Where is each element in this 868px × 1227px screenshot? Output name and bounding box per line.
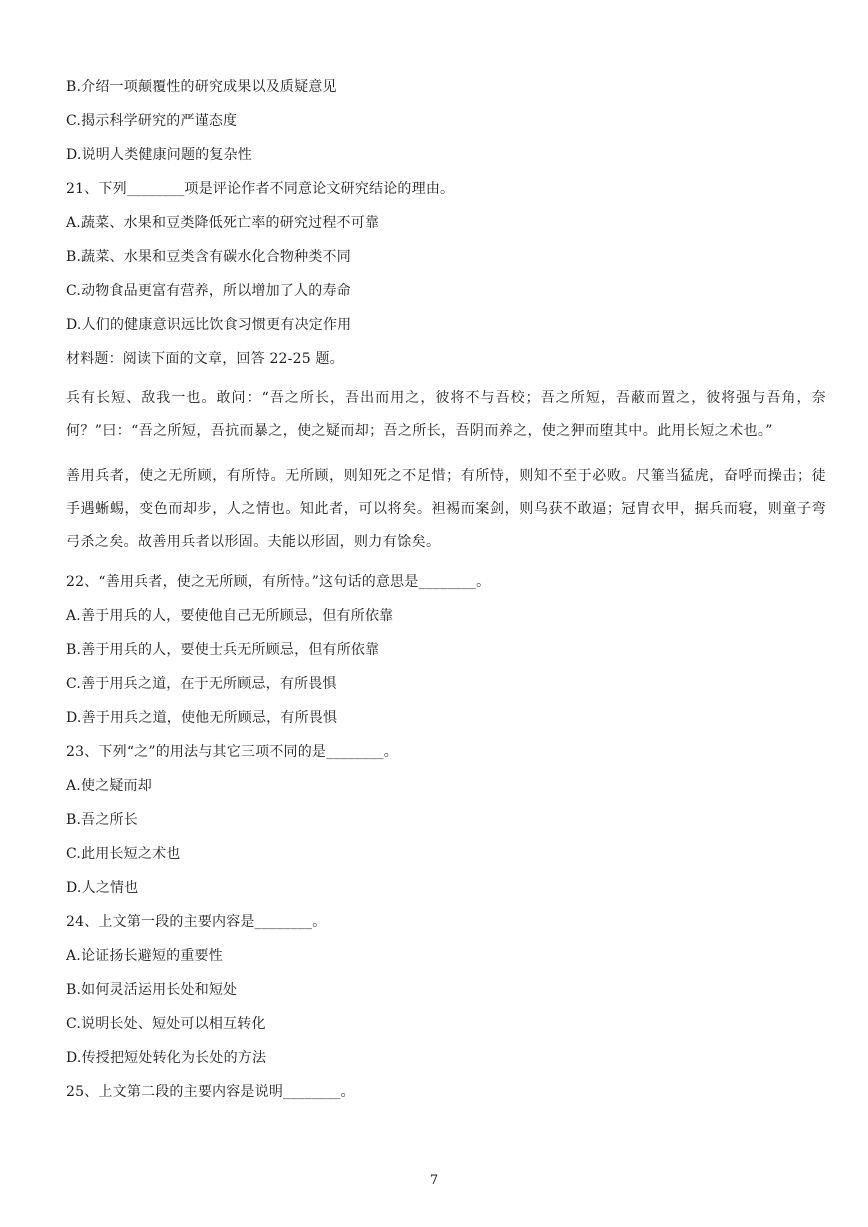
option-line: B.如何灵活运用长处和短处 (66, 982, 238, 998)
option-line: D.传授把短处转化为长处的方法 (66, 1050, 267, 1066)
question-line: 23、下列“之”的用法与其它三项不同的是________。 (66, 744, 398, 760)
passage-paragraph-2: 善用兵者，使之无所顾，有所恃。无所顾，则知死之不足惜；有所恃，则知不至于必败。尺箠当猛虎，奋呼而操击；徒手遇蜥蜴，变色而却步，人之情也。知此者，可以将矣。袒裼而案剑，则乌获不敢逼；冠胄衣甲，据兵而寝，则童子弯弓杀之矣。故善用兵者以形固。夫能以形固，则力有馀矣。 (66, 468, 826, 550)
option-line: B.蔬菜、水果和豆类含有碳水化合物种类不同 (66, 249, 351, 265)
option-line: D.人们的健康意识远比饮食习惯更有决定作用 (66, 317, 352, 333)
option-line: A.论证扬长避短的重要性 (66, 948, 223, 964)
page-number: 7 (429, 1173, 439, 1188)
option-line: C.善于用兵之道，在于无所顾忌，有所畏惧 (66, 676, 337, 692)
option-line: A.蔬菜、水果和豆类降低死亡率的研究过程不可靠 (66, 215, 380, 231)
option-line: A.善于用兵的人，要使他自己无所顾忌，但有所依靠 (66, 608, 394, 624)
option-line: B.介绍一项颠覆性的研究成果以及质疑意见 (66, 79, 337, 95)
question-line: 25、上文第二段的主要内容是说明________。 (66, 1084, 355, 1100)
option-line: D.说明人类健康问题的复杂性 (66, 147, 252, 163)
option-line: D.善于用兵之道，使他无所顾忌，有所畏惧 (66, 710, 338, 726)
option-line: A.使之疑而却 (66, 778, 152, 794)
option-line: B.吾之所长 (66, 812, 138, 828)
passage-paragraph-1: 兵有长短、敌我一也。敢问：“吾之所长，吾出而用之，彼将不与吾校；吾之所短，吾蔽而置之，彼将强与吾角，奈何？”曰：“吾之所短，吾抗而暴之，使之疑而却；吾之所长，吾阴而养之，使之狎而堕其中。此用长短之术也。” (66, 390, 826, 439)
question-line: 22、“善用兵者，使之无所顾，有所恃。”这句话的意思是________。 (66, 574, 491, 590)
option-line: B.善于用兵的人，要使士兵无所顾忌，但有所依靠 (66, 642, 380, 658)
question-line: 24、上文第一段的主要内容是________。 (66, 914, 327, 930)
question-line: 21、下列________项是评论作者不同意论文研究结论的理由。 (66, 181, 455, 197)
option-line: C.说明长处、短处可以相互转化 (66, 1016, 266, 1032)
option-line: D.人之情也 (66, 880, 139, 896)
page-content (66, 76, 826, 1115)
option-line: C.揭示科学研究的严谨态度 (66, 113, 238, 129)
option-line: C.动物食品更富有营养，所以增加了人的寿命 (66, 283, 351, 299)
material-heading: 材料题：阅读下面的文章，回答 22-25 题。 (66, 351, 344, 367)
option-line: C.此用长短之术也 (66, 846, 181, 862)
